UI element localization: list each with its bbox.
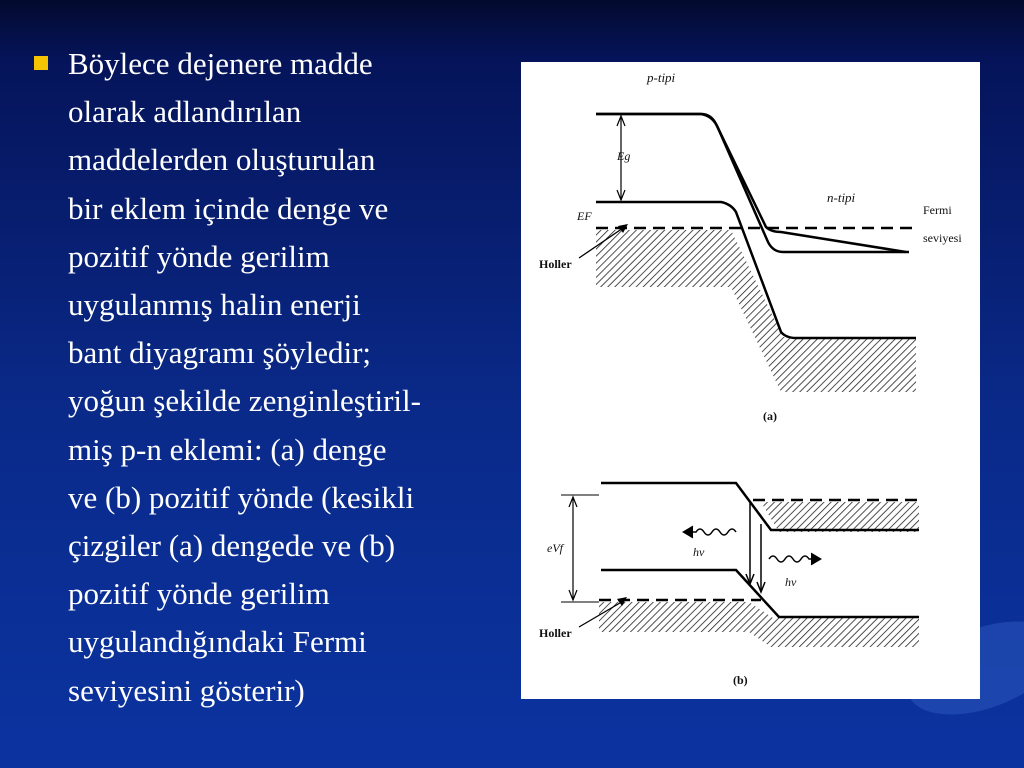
a-fermi-level-label: seviyesi xyxy=(923,231,962,245)
a-holes-label: Holler xyxy=(539,257,572,271)
b-photon-wave-1 xyxy=(691,529,736,535)
diagram-b xyxy=(539,483,919,687)
a-caption: (a) xyxy=(763,409,777,423)
b-conduction-hatch xyxy=(761,502,919,532)
bullet-square-icon xyxy=(34,56,48,70)
bullet-list xyxy=(30,40,510,715)
b-ev-label: eVf xyxy=(547,541,563,555)
b-caption: (b) xyxy=(733,673,748,687)
bullet-text: Böylece dejenere madde olarak adlandırılan maddelerden oluşturulan bir eklem içinde denge ve pozitif yönde gerilim uygulanmış halin enerji bant diyagramı şöyledir; yoğun şekilde zenginleştiril- miş p-n eklemi: (a) denge ve (b) pozitif yönde (kesikli çizgiler (a) dengede ve (b) pozitif yönde gerilim uygulandığındaki Fermi seviyesini gösterir) xyxy=(68,46,421,708)
b-valence-hatch xyxy=(599,602,919,647)
a-valence-hatch xyxy=(596,230,916,392)
a-n-type-label: n-tipi xyxy=(827,190,856,205)
b-photon-wave-2 xyxy=(769,556,813,562)
b-photon-arrow-2 xyxy=(811,553,821,565)
a-eg-label: Eg xyxy=(617,149,631,163)
b-hv-label-1: hv xyxy=(693,545,705,559)
a-fermi-label: Fermi xyxy=(923,203,952,217)
b-photon-arrow-1 xyxy=(683,526,693,538)
diagram-a xyxy=(539,70,962,423)
a-p-type-label: p-tipi xyxy=(647,70,676,85)
b-holes-label: Holler xyxy=(539,626,572,640)
band-diagram-svg xyxy=(521,62,980,699)
a-ef-label: EF xyxy=(577,209,592,223)
band-diagram-figure xyxy=(521,62,980,699)
b-hv-label-2: hv xyxy=(785,575,797,589)
